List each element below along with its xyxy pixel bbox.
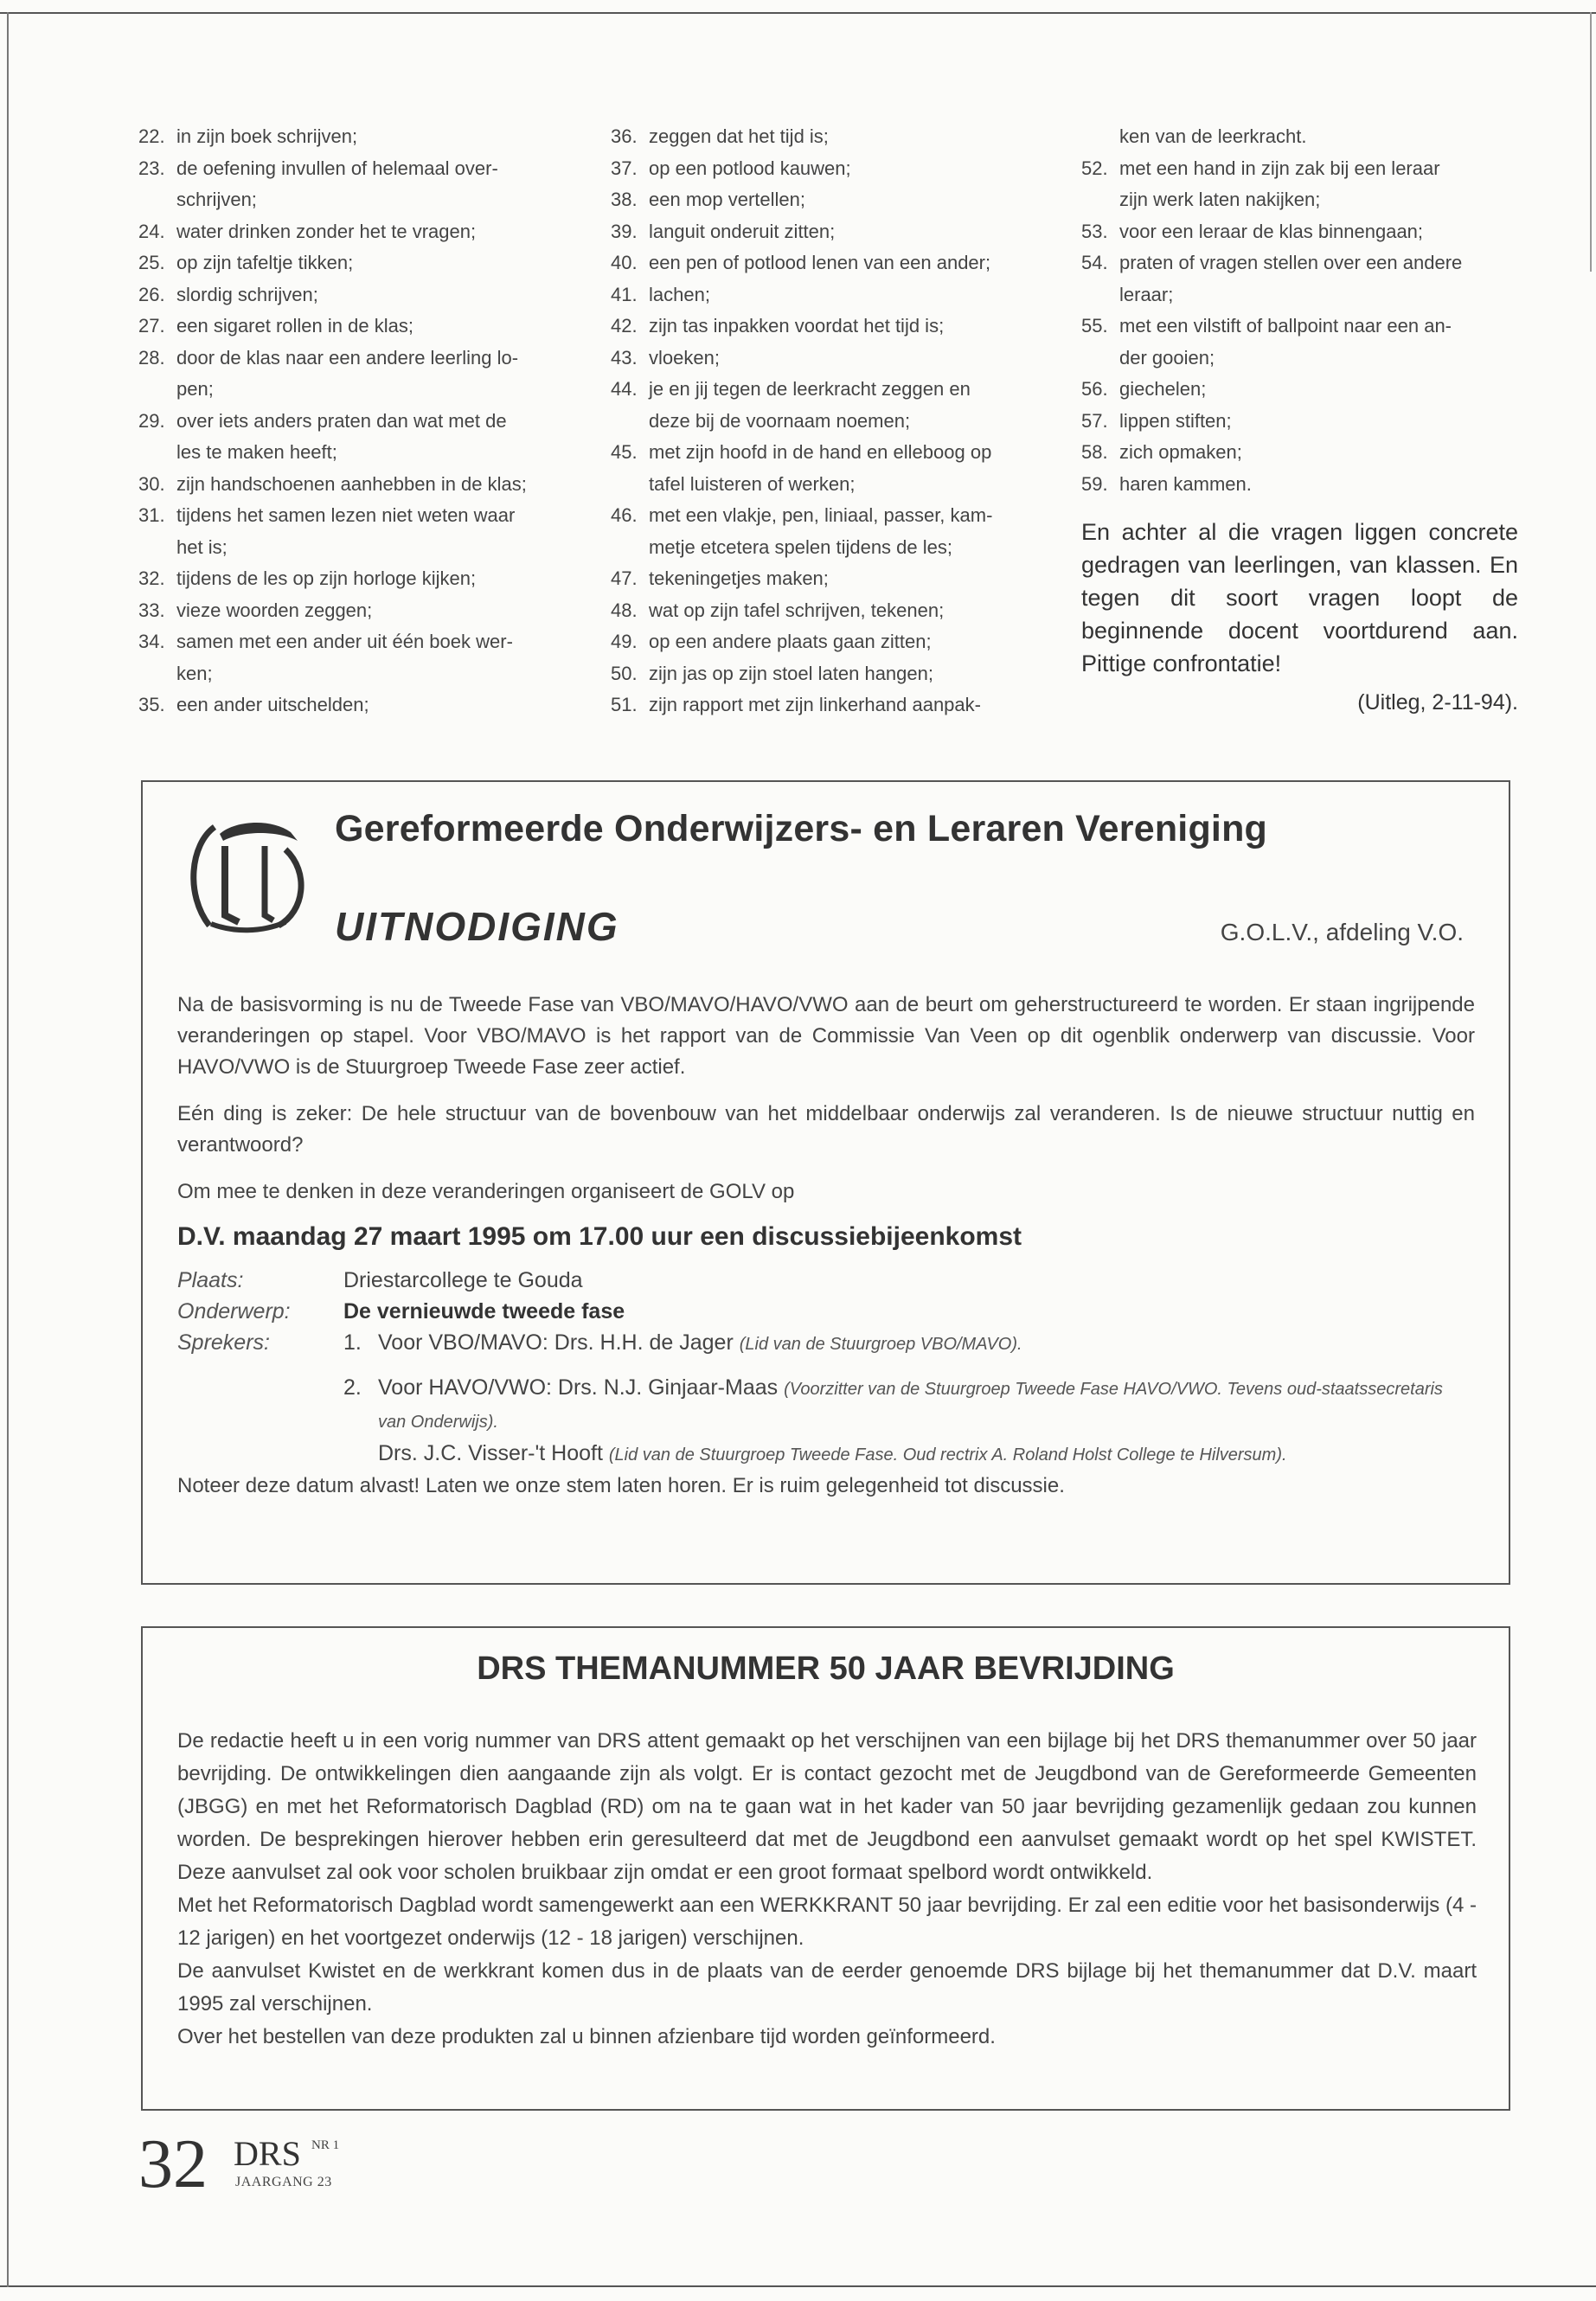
page-number: 32	[138, 2126, 208, 2202]
list-item-number: 57.	[1081, 409, 1108, 432]
list-item-number: 41.	[611, 283, 638, 305]
list-item-line: een mop vertellen;	[649, 189, 805, 210]
list-item-line: giechelen;	[1119, 378, 1207, 400]
list-item-text	[176, 469, 545, 501]
list-item-text	[649, 279, 1043, 311]
invitation-box	[141, 780, 1510, 1585]
list-item-number: 44.	[611, 378, 638, 400]
list-column-3	[1081, 121, 1518, 719]
list-item-number: 30.	[138, 472, 165, 495]
list-item-number: 22.	[138, 125, 165, 147]
list-item-number: 47.	[611, 567, 638, 589]
list-item-text	[649, 437, 1043, 500]
list-item-number: 40.	[611, 252, 638, 273]
list-item-number: 53.	[1081, 220, 1108, 242]
list-item-number: 56.	[1081, 378, 1108, 400]
list-item	[138, 406, 545, 469]
list-item-text	[1119, 406, 1518, 438]
page-border-bottom	[0, 2285, 1596, 2287]
list-item-text	[649, 343, 1043, 375]
list-item-number: 48.	[611, 599, 638, 621]
organisation-title: Gereformeerde Onderwijzers- en Leraren Vereniging	[335, 808, 1267, 849]
list-item-number: 55.	[1081, 315, 1108, 336]
list-item-line: over iets anders praten dan wat met de	[176, 409, 507, 432]
list-item-text	[176, 626, 545, 689]
invitation-paragraph: Eén ding is zeker: De hele structuur van de bovenbouw van het middelbaar onderwijs zal veranderen. Is de nieuwe structuur nuttig en verantwoord?	[177, 1102, 1475, 1157]
list-item-line: op zijn tafeltje tikken;	[176, 252, 354, 273]
theme-issue-title: DRS THEMANUMMER 50 JAAR BEVRIJDING	[477, 1650, 1175, 1687]
list-column-3-items	[1081, 153, 1518, 501]
list-item-number: 59.	[1081, 472, 1108, 495]
speaker-number	[343, 1438, 378, 1471]
theme-issue-body	[177, 1725, 1477, 2054]
list-item-text	[176, 500, 545, 563]
list-item	[1081, 216, 1518, 248]
list-item-text	[649, 121, 1043, 153]
list-item	[138, 153, 545, 216]
list-item-number: 38.	[611, 189, 638, 210]
list-item-text	[176, 247, 545, 279]
speaker-note: (Lid van de Stuurgroep VBO/MAVO).	[739, 1335, 1022, 1354]
list-item-text	[1119, 374, 1518, 406]
list-item-line: languit onderuit zitten;	[649, 220, 836, 242]
list-item	[138, 626, 545, 689]
list-item-text	[649, 563, 1043, 595]
list-item-number: 51.	[611, 694, 638, 715]
invitation-section: G.O.L.V., afdeling V.O.	[1220, 919, 1464, 945]
list-item	[138, 563, 545, 595]
speaker-number: 1.	[343, 1330, 362, 1355]
list-item-number: 25.	[138, 252, 165, 273]
list-item-text	[649, 184, 1043, 216]
place-value: Driestarcollege te Gouda	[343, 1268, 583, 1292]
list-item-number: 42.	[611, 315, 638, 336]
list-item-line: lippen stiften;	[1119, 409, 1232, 432]
list-item-line: vieze woorden zeggen;	[176, 599, 373, 621]
invitation-paragraph: Na de basisvorming is nu de Tweede Fase van VBO/MAVO/HAVO/VWO aan de beurt om geherstructureerd te worden. Er staan ingrijpende veranderingen op stapel. Voor VBO/MAVO is het rapport van de Commissie Van Veen op dit ogenblik onderwerp van discussie. Voor HAVO/VWO is de Stuurgroep Tweede Fase zeer actief.	[177, 993, 1475, 1079]
list-item-line: je en jij tegen de leerkracht zeggen en	[649, 378, 971, 400]
speaker-text: Voor HAVO/VWO: Drs. N.J. Ginjaar-Maas	[378, 1375, 779, 1400]
list-item-line: metje etcetera spelen tijdens de les;	[649, 535, 952, 558]
list-item-text	[1119, 311, 1518, 374]
speaker-text: Voor VBO/MAVO: Drs. H.H. de Jager	[378, 1330, 734, 1355]
list-item-number: 49.	[611, 631, 638, 652]
list-item-line: haren kammen.	[1119, 472, 1252, 495]
speaker-item	[343, 1327, 1475, 1360]
list-item	[611, 500, 1043, 563]
speaker-note: (Lid van de Stuurgroep Tweede Fase. Oud rectrix A. Roland Holst College te Hilversum).	[608, 1445, 1287, 1465]
volume-label: JAARGANG 23	[235, 2175, 332, 2189]
list-item-line: op een potlood kauwen;	[649, 157, 851, 179]
list-item-text	[649, 374, 1043, 437]
list-column-2	[611, 121, 1043, 721]
place-label: Plaats:	[177, 1268, 244, 1292]
list-item-line: wat op zijn tafel schrijven, tekenen;	[649, 599, 945, 621]
list-item-line: tafel luisteren of werken;	[649, 472, 856, 495]
list-item-text	[176, 311, 545, 343]
list-item-number: 34.	[138, 631, 165, 652]
list-item-line: in zijn boek schrijven;	[176, 125, 358, 147]
list-item-text	[176, 121, 545, 153]
list-item	[611, 437, 1043, 500]
list-item-text	[176, 153, 545, 216]
list-item-number: 29.	[138, 409, 165, 432]
list-item-number: 37.	[611, 157, 638, 179]
list-item-text	[1119, 247, 1518, 311]
list-item-line: zijn tas inpakken voordat het tijd is;	[649, 315, 945, 336]
list-item-number: 45.	[611, 441, 638, 463]
list-item-line: zijn rapport met zijn linkerhand aanpak-	[649, 694, 981, 715]
list-item	[138, 689, 545, 721]
list-item-text	[649, 500, 1043, 563]
speaker-note: (Voorzitter van de Stuurgroep Tweede Fase HAVO/VWO. Tevens oud-staatssecretaris van Onderwijs).	[378, 1380, 1443, 1432]
list-item-number: 58.	[1081, 441, 1108, 463]
list-item-continuation: ken van de leerkracht.	[1119, 125, 1307, 147]
magazine-name: DRS	[234, 2134, 301, 2173]
issue-number: NR 1	[311, 2138, 340, 2152]
list-item-number: 54.	[1081, 252, 1108, 273]
list-item-line: der gooien;	[1119, 346, 1215, 369]
list-item-line: met zijn hoofd in de hand en elleboog op	[649, 441, 992, 463]
list-item	[138, 469, 545, 501]
list-item	[138, 216, 545, 248]
list-item-text	[1119, 469, 1518, 501]
list-item-number: 46.	[611, 504, 638, 526]
list-item	[1081, 374, 1518, 406]
list-item-number: 43.	[611, 346, 638, 369]
list-item-line: les te maken heeft;	[176, 441, 337, 463]
list-item-text	[649, 689, 1043, 721]
speaker-number: 2.	[343, 1375, 362, 1400]
theme-paragraph: Over het bestellen van deze produkten zal u binnen afzienbare tijd worden geïnformeerd.	[177, 2025, 996, 2048]
list-item-number: 28.	[138, 346, 165, 369]
list-item-number: 31.	[138, 504, 165, 526]
page-border-right	[1590, 12, 1592, 272]
list-item-text	[176, 279, 545, 311]
speaker-item	[343, 1372, 1475, 1438]
list-item	[611, 563, 1043, 595]
list-item	[138, 247, 545, 279]
invitation-footer-note: Noteer deze datum alvast! Laten we onze stem laten horen. Er is ruim gelegenheid tot discussie.	[177, 1474, 1065, 1497]
invitation-body	[177, 990, 1475, 1517]
list-item-text	[649, 658, 1043, 690]
list-item	[611, 689, 1043, 721]
list-item	[1081, 311, 1518, 374]
list-item	[1081, 469, 1518, 501]
list-item-line: pen;	[176, 378, 214, 400]
list-item	[611, 626, 1043, 658]
list-item	[611, 374, 1043, 437]
list-item-text	[176, 595, 545, 627]
list-item	[138, 121, 545, 153]
list-item-text	[1119, 437, 1518, 469]
list-item	[611, 184, 1043, 216]
speaker-text: Drs. J.C. Visser-'t Hooft	[378, 1441, 603, 1465]
list-item-line: samen met een ander uit één boek wer-	[176, 631, 513, 652]
list-item-line: praten of vragen stellen over een andere	[1119, 252, 1463, 273]
list-item	[611, 343, 1043, 375]
list-item-line: zijn jas op zijn stoel laten hangen;	[649, 662, 933, 684]
speaker-item	[343, 1438, 1475, 1471]
page-border-left	[7, 12, 9, 2287]
list-item-text	[649, 216, 1043, 248]
list-item	[138, 311, 545, 343]
list-item-line: door de klas naar een andere leerling lo-	[176, 346, 519, 369]
list-item-number: 50.	[611, 662, 638, 684]
list-item-number: 52.	[1081, 157, 1108, 179]
list-item-line: met een hand in zijn zak bij een leraar	[1119, 157, 1440, 179]
list-item	[138, 500, 545, 563]
closing-paragraph: En achter al die vragen liggen concrete gedragen van leerlingen, van klassen. En tegen dit soort vragen loopt de beginnende docent voortdurend aan. Pittige confrontatie!	[1081, 519, 1518, 676]
list-item-line: schrijven;	[176, 189, 257, 210]
list-item-text	[176, 406, 545, 469]
theme-issue-box	[141, 1626, 1510, 2111]
list-item-number: 26.	[138, 283, 165, 305]
detail-row-speakers	[177, 1327, 1475, 1471]
list-item-line: deze bij de voornaam noemen;	[649, 409, 911, 432]
list-column-1	[138, 121, 545, 721]
theme-paragraph: De redactie heeft u in een vorig nummer van DRS attent gemaakt op het verschijnen van een bijlage bij het DRS themanummer over 50 jaar bevrijding. De ontwikkelingen dien aangaande zijn als volgt. Er is contact gezocht met de Jeugdbond van de Gereformeerde Gemeenten (JBGG) en met het Reformatorisch Dagblad (RD) om na te gaan wat in het kader van 50 jaar bevrijding gezamenlijk gedaan zou kunnen worden. De besprekingen hierover hebben erin geresulteerd dat met de Jeugdbond een aanvulset gemaakt wordt op het spel KWISTET. Deze aanvulset zal ook voor scholen bruikbaar zijn omdat er een groot formaat spelbord wordt ontwikkeld.	[177, 1729, 1477, 1884]
list-item-line: water drinken zonder het te vragen;	[176, 220, 477, 242]
list-item-line: met een vlakje, pen, liniaal, passer, kam-	[649, 504, 993, 526]
list-item	[611, 121, 1043, 153]
list-item-line: slordig schrijven;	[176, 283, 318, 305]
list-item-text	[649, 595, 1043, 627]
list-item	[611, 658, 1043, 690]
list-item-line: een pen of potlood lenen van een ander;	[649, 252, 991, 273]
list-item-number: 39.	[611, 220, 638, 242]
source-citation: (Uitleg, 2-11-94).	[1357, 690, 1518, 715]
list-item-text	[1119, 153, 1518, 216]
invitation-heading: UITNODIGING	[335, 904, 619, 949]
list-item-line: vloeken;	[649, 346, 720, 369]
list-item-text	[176, 343, 545, 406]
detail-row-subject	[177, 1296, 1475, 1327]
speakers-label: Sprekers:	[177, 1330, 270, 1355]
list-item	[1081, 153, 1518, 216]
list-item-line: lachen;	[649, 283, 710, 305]
event-date-line: D.V. maandag 27 maart 1995 om 17.00 uur een discussiebijeenkomst	[177, 1222, 1022, 1251]
list-item-text	[649, 311, 1043, 343]
list-item	[138, 279, 545, 311]
list-item	[1081, 247, 1518, 311]
list-item-line: de oefening invullen of helemaal over-	[176, 157, 498, 179]
list-item-text	[176, 563, 545, 595]
list-item-number: 36.	[611, 125, 638, 147]
list-item-line: ken;	[176, 662, 213, 684]
list-item-line: voor een leraar de klas binnengaan;	[1119, 220, 1424, 242]
list-item	[138, 343, 545, 406]
page-border-top	[0, 12, 1596, 14]
list-item-text	[176, 216, 545, 248]
list-item-line: tijdens de les op zijn horloge kijken;	[176, 567, 477, 589]
list-item-number: 32.	[138, 567, 165, 589]
list-item-line: leraar;	[1119, 283, 1174, 305]
list-item-text	[649, 626, 1043, 658]
list-item-line: een ander uitschelden;	[176, 694, 369, 715]
list-item	[1081, 437, 1518, 469]
subject-label: Onderwerp:	[177, 1299, 291, 1324]
list-item-line: zijn handschoenen aanhebben in de klas;	[176, 472, 527, 495]
list-item	[611, 595, 1043, 627]
list-item-line: tijdens het samen lezen niet weten waar	[176, 504, 516, 526]
list-item-line: op een andere plaats gaan zitten;	[649, 631, 932, 652]
list-item	[611, 279, 1043, 311]
list-item	[611, 216, 1043, 248]
list-item-line: zeggen dat het tijd is;	[649, 125, 829, 147]
golv-logo-icon	[182, 815, 311, 936]
event-details	[177, 1265, 1475, 1471]
list-item	[138, 595, 545, 627]
list-item-line: zijn werk laten nakijken;	[1119, 189, 1321, 210]
list-item-number: 33.	[138, 599, 165, 621]
theme-paragraph: Met het Reformatorisch Dagblad wordt samengewerkt aan een WERKKRANT 50 jaar bevrijding. Er zal een editie voor het basisonderwijs (4 - 12 jarigen) en het voortgezet onderwijs (12 - 18 jarigen) verschijnen.	[177, 1894, 1477, 1950]
list-item-line: met een vilstift of ballpoint naar een an-	[1119, 315, 1452, 336]
list-item	[611, 153, 1043, 185]
list-item-line: zich opmaken;	[1119, 441, 1242, 463]
list-item-line: een sigaret rollen in de klas;	[176, 315, 413, 336]
list-item-number: 23.	[138, 157, 165, 179]
subject-value: De vernieuwde tweede fase	[343, 1299, 625, 1324]
list-item-number: 24.	[138, 220, 165, 242]
detail-row-place	[177, 1265, 1475, 1296]
speakers-list	[343, 1327, 1475, 1471]
list-item	[611, 311, 1043, 343]
list-item-text	[1119, 216, 1518, 248]
list-item-text	[649, 247, 1043, 279]
list-item-text	[176, 689, 545, 721]
list-item	[1081, 406, 1518, 438]
list-item-text	[649, 153, 1043, 185]
list-item	[611, 247, 1043, 279]
list-item-number: 35.	[138, 694, 165, 715]
list-item-number: 27.	[138, 315, 165, 336]
theme-paragraph: De aanvulset Kwistet en de werkkrant komen dus in de plaats van de eerder genoemde DRS bijlage bij het themanummer dat D.V. maart 1995 zal verschijnen.	[177, 1959, 1477, 2016]
list-item-line: het is;	[176, 535, 228, 558]
list-item-line: tekeningetjes maken;	[649, 567, 829, 589]
invitation-paragraph: Om mee te denken in deze veranderingen organiseert de GOLV op	[177, 1180, 795, 1203]
